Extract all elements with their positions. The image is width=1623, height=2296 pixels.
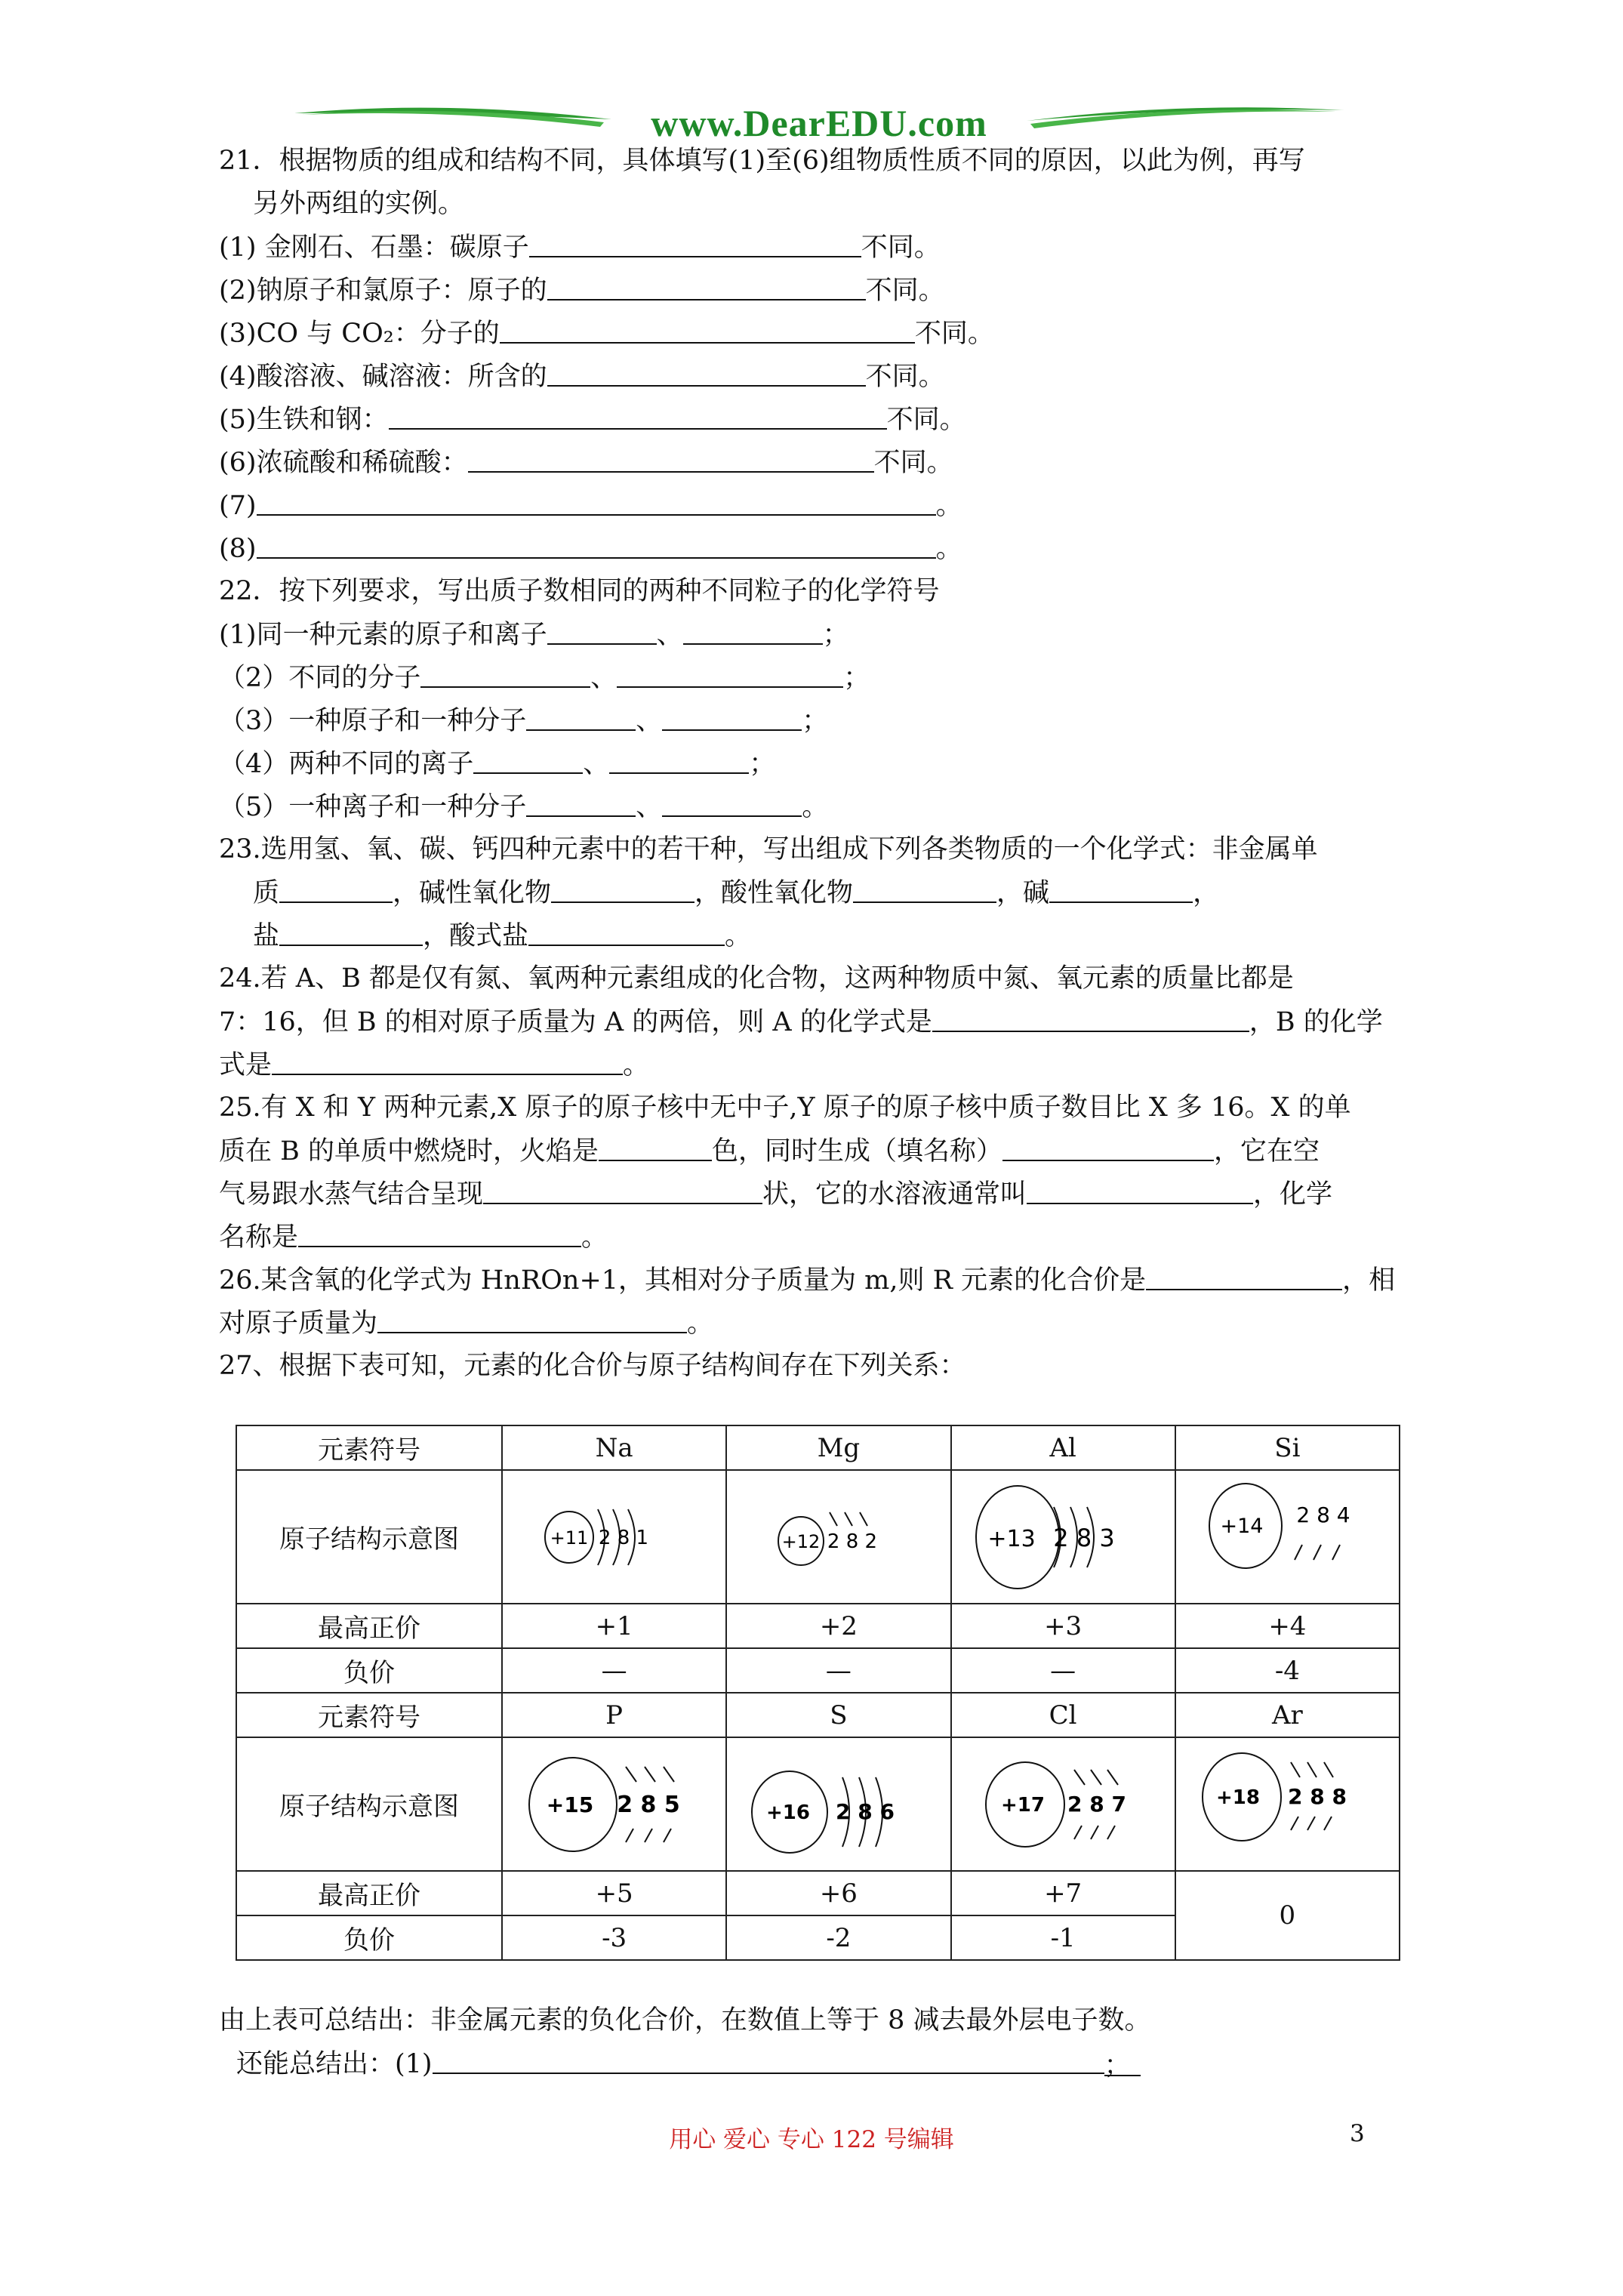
answer-blank: [528, 914, 725, 946]
answer-blank: [547, 269, 866, 300]
answer-blank: [599, 1130, 712, 1161]
footer-text: 用心 爱心 专心 122 号编辑: [669, 2126, 954, 2153]
svg-text:+14: +14: [1220, 1514, 1264, 1538]
table-row: [236, 1693, 1400, 1737]
q24-line-1: 24.若 A、B 都是仅有氮、氧两种元素组成的化合物，这两种物质中氮、氧元素的质量比都是: [219, 963, 1294, 994]
q21-item-3: (3)CO 与 CO₂：分子的 不同。: [219, 312, 1427, 355]
atom-diagram-cl: [951, 1737, 1175, 1871]
svg-text:+17: +17: [1001, 1793, 1046, 1817]
negative-valence: -1: [951, 1915, 1175, 1960]
answer-blank: [662, 785, 802, 817]
q22-item-3: （3）一种原子和一种分子 、 ；: [219, 699, 1427, 742]
negative-valence: -3: [502, 1915, 726, 1960]
answer-blank: [257, 484, 936, 516]
answer-blank: [617, 656, 843, 688]
answer-blank: [551, 871, 694, 903]
element-symbol: Na: [502, 1425, 726, 1470]
row-label-symbol: 元素符号: [236, 1425, 502, 1470]
q25-line-2: 质在 B 的单质中燃烧时，火焰是 色，同时生成（填名称） ，它在空: [219, 1130, 1427, 1173]
row-label-diagram: 原子结构示意图: [236, 1737, 502, 1871]
answer-blank: [547, 613, 657, 645]
q22-item-4: （4）两种不同的离子 、 ；: [219, 742, 1427, 785]
conclusion-line-2: 还能总结出：(1) ；: [219, 2042, 1427, 2085]
q21-item-7: (7) 。: [219, 484, 1427, 527]
conclusion-section: [219, 1999, 1427, 2085]
max-valence: +4: [1175, 1604, 1400, 1648]
atom-diagram-si: [1175, 1470, 1400, 1604]
q21-item-4: (4)酸溶液、碱溶液：所含的 不同。: [219, 355, 1427, 398]
max-valence: +2: [726, 1604, 950, 1648]
negative-valence: —: [726, 1648, 950, 1693]
answer-blank: [420, 656, 590, 688]
answer-blank: [662, 699, 802, 731]
logo-text: www.DearEDU.com: [651, 102, 987, 144]
q23-line-1: 23.选用氢、氧、碳、钙四种元素中的若干种，写出组成下列各类物质的一个化学式：非金属单: [219, 834, 1318, 864]
element-symbol: Si: [1175, 1425, 1400, 1470]
answer-blank: [433, 2042, 1104, 2074]
element-symbol: Al: [951, 1425, 1175, 1470]
atom-diagram-s: [726, 1737, 950, 1871]
table-row: [236, 1470, 1400, 1604]
row-label-negative: 负价: [236, 1915, 502, 1960]
q21-intro-line-1: 21．根据物质的组成和结构不同，具体填写(1)至(6)组物质性质不同的原因，以此为例，再写: [219, 146, 1305, 176]
max-valence: +3: [951, 1604, 1175, 1648]
atom-diagram-p: [502, 1737, 726, 1871]
negative-valence: —: [951, 1648, 1175, 1693]
q21-intro-line-2: 另外两组的实例。: [253, 189, 465, 219]
q22-item-5: （5）一种离子和一种分子 、 。: [219, 785, 1427, 828]
row-label-negative: 负价: [236, 1648, 502, 1693]
answer-blank: [257, 527, 936, 559]
svg-text:2 8 6: 2 8 6: [835, 1798, 895, 1824]
answer-blank: [483, 1173, 762, 1204]
q27-intro: 27、根据下表可知，元素的化合价与原子结构间存在下列关系：: [219, 1351, 966, 1381]
table-row: [236, 1604, 1400, 1648]
table-row: [236, 1871, 1400, 1915]
atom-structure-icon: [965, 1477, 1161, 1598]
svg-text:+13: +13: [987, 1525, 1036, 1552]
answer-blank: [932, 1000, 1249, 1032]
conclusion-line-1: 由上表可总结出：非金属元素的负化合价，在数值上等于 8 减去最外层电子数。: [219, 2005, 1151, 2036]
q21-item-8: (8) 。: [219, 527, 1427, 570]
answer-blank: [279, 914, 423, 946]
q24-line-2: 7：16，但 B 的相对原子质量为 A 的两倍，则 A 的化学式是 ，B 的化学: [219, 1000, 1427, 1043]
row-label-max-positive: 最高正价: [236, 1871, 502, 1915]
row-label-max-positive: 最高正价: [236, 1604, 502, 1648]
answer-blank: [526, 785, 636, 817]
atom-diagram-ar: [1175, 1737, 1400, 1871]
element-symbol: P: [502, 1693, 726, 1737]
atom-structure-icon: [1189, 1477, 1385, 1598]
svg-text:+16: +16: [765, 1801, 810, 1824]
answer-blank: [609, 742, 749, 774]
svg-text:2 8 2: 2 8 2: [827, 1530, 877, 1553]
q22-item-1: (1)同一种元素的原子和离子 、 ；: [219, 613, 1427, 656]
q21-item-2: (2)钠原子和氯原子：原子的 不同。: [219, 269, 1427, 312]
answer-blank: [529, 226, 861, 257]
q26-line-2: 对原子质量为 。: [219, 1302, 1427, 1345]
svg-text:+12: +12: [781, 1530, 821, 1552]
atom-structure-icon: [513, 1744, 716, 1865]
conclusion-end: ；: [1104, 2045, 1141, 2076]
answer-blank: [389, 398, 887, 430]
q22-intro: 22．按下列要求，写出质子数相同的两种不同粒子的化学符号: [219, 576, 940, 606]
answer-blank: [1146, 1259, 1342, 1290]
row-label-symbol: 元素符号: [236, 1693, 502, 1737]
table-row: [236, 1737, 1400, 1871]
atom-structure-icon: [1185, 1744, 1389, 1865]
svg-text:2 8 7: 2 8 7: [1067, 1791, 1127, 1817]
question-content: [219, 140, 1427, 1388]
answer-blank: [377, 1302, 687, 1333]
svg-text:+11: +11: [550, 1527, 588, 1549]
svg-text:2 8 1: 2 8 1: [598, 1526, 648, 1549]
atom-structure-icon: [741, 1481, 937, 1594]
atom-diagram-mg: [726, 1470, 950, 1604]
svg-text:+15: +15: [546, 1792, 593, 1817]
answer-blank: [272, 1043, 623, 1075]
q25-line-3: 气易跟水蒸气结合呈现 状，它的水溶液通常叫 ，化学: [219, 1173, 1427, 1216]
answer-blank: [1002, 1130, 1214, 1161]
svg-text:2 8 5: 2 8 5: [616, 1791, 680, 1818]
answer-blank: [500, 312, 915, 344]
q25-line-4: 名称是 。: [219, 1216, 1427, 1259]
answer-blank: [279, 871, 393, 903]
svg-text:+18: +18: [1216, 1786, 1261, 1809]
answer-blank: [853, 871, 996, 903]
negative-valence: -2: [726, 1915, 950, 1960]
answer-blank: [526, 699, 636, 731]
answer-blank: [473, 742, 583, 774]
valence-table: [236, 1425, 1400, 1961]
q23-line-3: 盐 ，酸式盐 。: [219, 914, 1427, 957]
table-row: [236, 1425, 1400, 1470]
atom-structure-icon: [516, 1481, 713, 1594]
table-row: [236, 1648, 1400, 1693]
answer-blank: [683, 613, 823, 645]
q26-line-1: 26.某含氧的化学式为 HnROn+1，其相对分子质量为 m,则 R 元素的化合价是 ，相: [219, 1259, 1427, 1302]
answer-blank: [1027, 1173, 1253, 1204]
q24-line-3: 式是 。: [219, 1043, 1427, 1086]
element-symbol: Mg: [726, 1425, 950, 1470]
q25-line-1: 25.有 X 和 Y 两种元素,X 原子的原子核中无中子,Y 原子的原子核中质子数目比 X 多 16。X 的单: [219, 1093, 1351, 1123]
svg-text:2 8 3: 2 8 3: [1053, 1523, 1115, 1552]
max-valence: +5: [502, 1871, 726, 1915]
argon-valence-merged: 0: [1175, 1871, 1400, 1960]
answer-blank: [298, 1216, 581, 1247]
max-valence: +7: [951, 1871, 1175, 1915]
atom-structure-icon: [961, 1744, 1165, 1865]
atom-diagram-na: [502, 1470, 726, 1604]
answer-blank: [547, 355, 866, 387]
svg-text:2 8 8: 2 8 8: [1288, 1783, 1347, 1809]
element-symbol: Ar: [1175, 1693, 1400, 1737]
q22-item-2: （2）不同的分子 、 ；: [219, 656, 1427, 699]
page-number: 3: [1350, 2120, 1365, 2147]
answer-blank: [468, 441, 874, 473]
answer-blank: [1049, 871, 1193, 903]
max-valence: +6: [726, 1871, 950, 1915]
element-symbol: Cl: [951, 1693, 1175, 1737]
q23-line-2: 质 ，碱性氧化物 ，酸性氧化物 ，碱 ，: [219, 871, 1427, 914]
element-symbol: S: [726, 1693, 950, 1737]
negative-valence: -4: [1175, 1648, 1400, 1693]
q21-item-1: (1) 金刚石、石墨：碳原子 不同。: [219, 226, 1427, 269]
atom-structure-icon: [737, 1744, 941, 1865]
q21-item-6: (6)浓硫酸和稀硫酸： 不同。: [219, 441, 1427, 484]
negative-valence: —: [502, 1648, 726, 1693]
max-valence: +1: [502, 1604, 726, 1648]
svg-text:2 8 4: 2 8 4: [1296, 1502, 1350, 1527]
q21-item-5: (5)生铁和钢： 不同。: [219, 398, 1427, 441]
row-label-diagram: 原子结构示意图: [236, 1470, 502, 1604]
atom-diagram-al: [951, 1470, 1175, 1604]
